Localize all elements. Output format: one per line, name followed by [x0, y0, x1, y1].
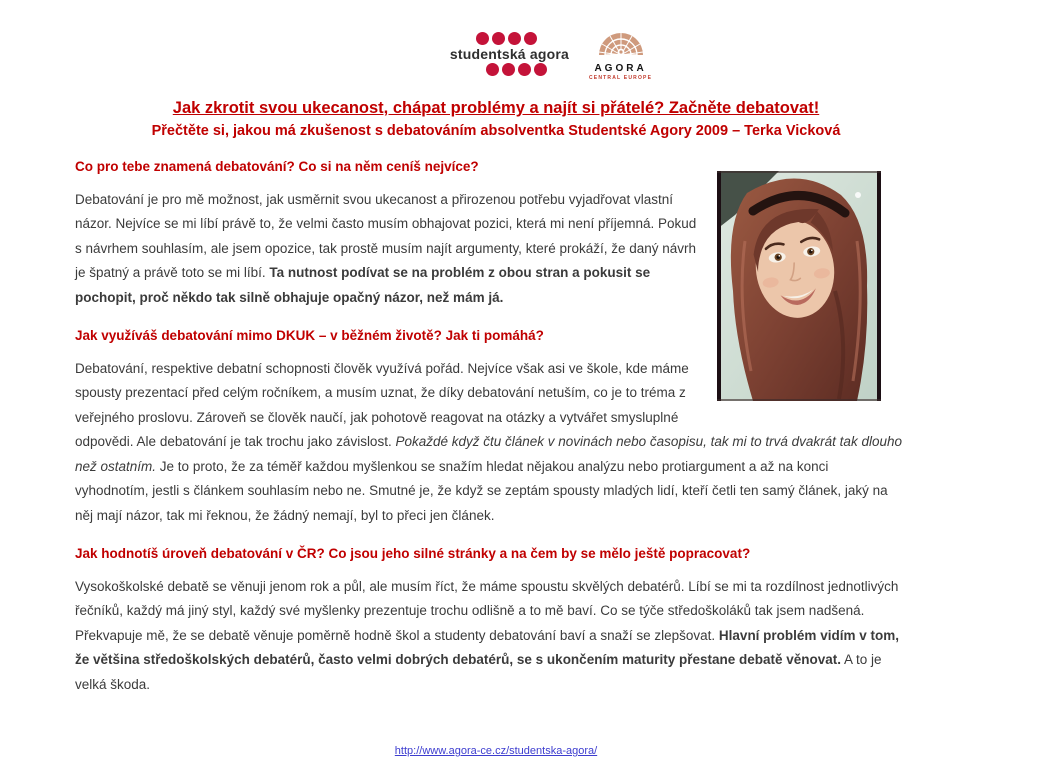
- studentska-agora-logo: [450, 32, 569, 76]
- answer-paragraph-1: Debatování je pro mě možnost, jak usměrnit svou ukecanost a přirozenou potřebu vyjadřovat vlastní názor. Nejvíce se mi líbí právě to, že velmi často musím obhajovat pozici, která mi není příjemná. Pokud s návrhem souhlasím, ale jsem opozice, tak prostě musím najít argumenty, které prokáží, že daný návrh je špatný a právě toto se mi líbí. Ta nutnost podívat se na problém z obou stran a pokusit se pochopit, proč někdo tak silně obhajuje opačný názor, než mám já.: [75, 191, 697, 305]
- agora-wordmark: AGORA: [594, 63, 647, 74]
- logo-dot: [508, 32, 521, 45]
- logo-dot: [476, 32, 489, 45]
- logo-dot: [524, 32, 537, 45]
- question-heading-1: Co pro tebe znamená debatování? Co si na něm ceníš nejvíce?: [75, 159, 479, 174]
- question-heading-2: Jak využíváš debatování mimo DKUK – v běžném životě? Jak ti pomáhá?: [75, 328, 544, 343]
- header-logos: [55, 0, 1047, 81]
- article-body: [75, 155, 905, 697]
- answer-paragraph-2: Debatování, respektive debatní schopnosti člověk využívá pořád. Nejvíce však asi ve škole, kde máme spousty prezentací před celým ročníkem, a musím uznat, že díky debatování netuším, co je to tréma z veřejného proslovu. Zároveň se člověk naučí, jak pohotově reagovat na otázky a vytvářet smysluplné odpovědi. Ale debatování je tak trochu jako závislost. Pokaždé když čtu článek v novinách nebo časopisu, tak mi to trvá dvakrát tak dlouho než ostatním. Je to proto, že za téměř každou myšlenkou se snažím hledat nějakou analýzu nebo protiargument a až na konci vyhodnotím, jestli s článkem souhlasím nebo ne. Smutné je, že když se zeptám spousty mladých lidí, kteří četli ten samý článek, jaký na něj mají názor, tak mi řeknou, že žádný nemají, byl to přeci jen článek.: [75, 360, 902, 523]
- agora-central-europe-logo: [589, 26, 652, 81]
- title-block: [0, 97, 992, 141]
- logo-dot: [518, 63, 531, 76]
- answer-paragraph-3: Vysokoškolské debatě se věnuji jenom rok a půl, ale musím říct, že máme spoustu skvělých debatérů. Líbí se mi ta rozdílnost jednotlivých řečníků, každý má jiný styl, každý své myšlenky prezentuje trochu odlišně a to mě baví. Co se týče středoškoláků tak jsem nadšená. Překvapuje mě, že se debatě věnuje poměrně hodně škol a studenty debatování baví a snaží se zlepšovat. Hlavní problém vidím v tom, že většina středoškolských debatérů, často velmi dobrých debatérů, se s ukončením maturity přestane debatě věnovat. A to je velká škoda.: [75, 578, 899, 692]
- logo-dot: [534, 63, 547, 76]
- portrait-photo: [717, 171, 881, 401]
- logo-dot: [486, 63, 499, 76]
- logo-dots-top: [476, 32, 537, 45]
- logo-dots-bottom: [486, 63, 547, 76]
- question-heading-3: Jak hodnotíš úroveň debatování v ČR? Co jsou jeho silné stránky a na čem by se mělo ještě popracovat?: [75, 546, 751, 561]
- document-subtitle: Přečtěte si, jakou má zkušenost s debatováním absolventka Studentské Agory 2009 – Terka Vicková: [151, 123, 841, 139]
- studentska-agora-wordmark: studentská agora: [449, 45, 569, 62]
- agora-subtitle: CENTRAL EUROPE: [589, 75, 653, 81]
- document-title: Jak zkrotit svou ukecanost, chápat problémy a najít si přátelé? Začněte debatovat!: [172, 99, 820, 117]
- logo-dot: [492, 32, 505, 45]
- agora-website-link[interactable]: http://www.agora-ce.cz/studentska-agora/: [394, 745, 598, 757]
- amphitheatre-icon: [597, 26, 645, 61]
- footer: [0, 741, 992, 759]
- logo-dot: [502, 63, 515, 76]
